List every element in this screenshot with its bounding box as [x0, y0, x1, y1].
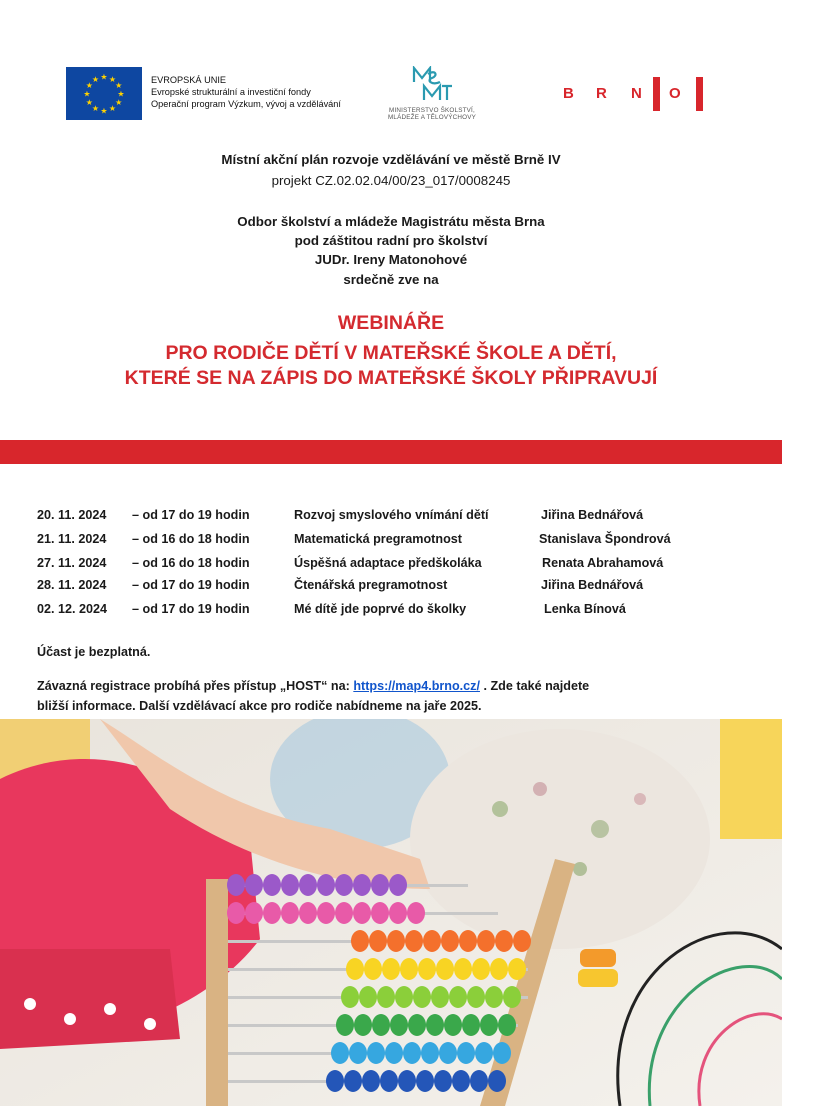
brno-letter-r: R — [596, 85, 607, 102]
abacus-bead — [405, 930, 423, 952]
abacus-bead — [372, 1014, 390, 1036]
abacus-bead — [385, 1042, 403, 1064]
abacus-bead — [472, 958, 490, 980]
brno-letter-o: O — [669, 85, 681, 102]
schedule-lecturer: Jiřina Bednářová — [541, 508, 644, 522]
msmt-line-1: MINISTERSTVO ŠKOLSTVÍ, — [389, 107, 475, 114]
abacus-bead — [353, 902, 371, 924]
abacus-bead — [439, 1042, 457, 1064]
event-title: WEBINÁŘE — [337, 312, 445, 334]
abacus-bead — [299, 902, 317, 924]
abacus-bead — [336, 1014, 354, 1036]
abacus-bead — [408, 1014, 426, 1036]
abacus-bead — [480, 1014, 498, 1036]
abacus-bead — [281, 874, 299, 896]
abacus-bead — [470, 1070, 488, 1092]
eu-line-3: Operační program Výzkum, vývoj a vzdělávání — [151, 99, 341, 109]
eu-logo-text — [151, 74, 341, 110]
abacus-bead — [331, 1042, 349, 1064]
abacus-bead — [493, 1042, 511, 1064]
schedule-row — [0, 508, 782, 526]
schedule-time: – od 17 do 19 hodin — [132, 578, 250, 592]
schedule-topic: Úspěšná adaptace předškoláka — [294, 556, 482, 570]
event-subtitle-2: KTERÉ SE NA ZÁPIS DO MATEŘSKÉ ŠKOLY PŘIPRAVUJÍ — [124, 367, 658, 389]
abacus-bead — [398, 1070, 416, 1092]
eu-star-icon: ★ — [108, 74, 117, 84]
abacus-bead — [395, 986, 413, 1008]
brno-bar-2 — [696, 77, 703, 111]
abacus-bead — [349, 1042, 367, 1064]
registration-note-line-2: bližší informace. Další vzdělávací akce pro rodiče nabídneme na jaře 2025. — [37, 699, 482, 713]
abacus-bead — [459, 930, 477, 952]
eu-star-icon: ★ — [91, 104, 100, 114]
red-divider-band — [0, 440, 782, 464]
abacus-bead — [503, 986, 521, 1008]
registration-link[interactable]: https://map4.brno.cz/ — [353, 679, 480, 693]
free-participation-note: Účast je bezplatná. — [37, 645, 151, 659]
abacus-bead — [371, 874, 389, 896]
schedule-date: 02. 12. 2024 — [37, 602, 108, 616]
abacus-bead — [317, 902, 335, 924]
schedule-row — [0, 556, 782, 574]
abacus-bead — [390, 1014, 408, 1036]
brno-letter-b: B — [563, 85, 574, 102]
abacus-bead — [369, 930, 387, 952]
event-subtitle-1: PRO RODIČE DĚTÍ V MATEŘSKÉ ŠKOLE A DĚTÍ, — [165, 342, 617, 364]
schedule-lecturer: Jiřina Bednářová — [541, 578, 644, 592]
schedule-topic: Čtenářská pregramotnost — [294, 578, 448, 592]
abacus-bead — [263, 874, 281, 896]
schedule-time: – od 16 do 18 hodin — [132, 556, 250, 570]
brno-bar-1 — [653, 77, 660, 111]
abacus-bead — [362, 1070, 380, 1092]
abacus-bead — [485, 986, 503, 1008]
abacus-bead — [364, 958, 382, 980]
abacus-bead — [382, 958, 400, 980]
abacus-bead — [418, 958, 436, 980]
schedule-time: – od 17 do 19 hodin — [132, 602, 250, 616]
abacus-bead — [436, 958, 454, 980]
abacus-bead — [416, 1070, 434, 1092]
schedule-row — [0, 578, 782, 596]
abacus-bead — [513, 930, 531, 952]
abacus-bead — [407, 902, 425, 924]
abacus-bead — [498, 1014, 516, 1036]
abacus-illustration-icon — [0, 719, 782, 1106]
abacus-bead — [371, 902, 389, 924]
brno-logo — [563, 77, 713, 111]
schedule-lecturer: Lenka Bínová — [544, 602, 626, 616]
registration-prefix: Závazná registrace probíhá přes přístup „HOST“ na: — [37, 679, 354, 693]
abacus-bead — [344, 1070, 362, 1092]
abacus-bead — [434, 1070, 452, 1092]
organizer-line-2: pod záštitou radní pro školství — [294, 233, 488, 248]
eu-star-icon: ★ — [115, 98, 123, 107]
schedule-date: 27. 11. 2024 — [37, 556, 107, 570]
abacus-bead — [444, 1014, 462, 1036]
abacus-bead — [421, 1042, 439, 1064]
abacus-bead — [426, 1014, 444, 1036]
abacus-bead — [454, 958, 472, 980]
project-title: Místní akční plán rozvoje vzdělávání ve městě Brně IV — [221, 152, 561, 167]
abacus-bead — [490, 958, 508, 980]
abacus-bead — [245, 902, 263, 924]
eu-line-1: EVROPSKÁ UNIE — [151, 75, 227, 85]
abacus-bead — [441, 930, 459, 952]
eu-star-icon: ★ — [108, 104, 117, 114]
brno-letter-n: N — [631, 85, 642, 102]
abacus-bead — [367, 1042, 385, 1064]
abacus-bead — [389, 874, 407, 896]
eu-star-icon: ★ — [85, 81, 93, 90]
abacus-bead — [462, 1014, 480, 1036]
abacus-bead — [354, 1014, 372, 1036]
abacus-bead — [326, 1070, 344, 1092]
abacus-bead — [423, 930, 441, 952]
abacus-bead — [346, 958, 364, 980]
abacus-bead — [299, 874, 317, 896]
abacus-bead — [387, 930, 405, 952]
schedule-date: 28. 11. 2024 — [37, 578, 107, 592]
eu-star-icon: ★ — [91, 74, 100, 84]
organizer-line-1: Odbor školství a mládeže Magistrátu města Brna — [237, 214, 545, 229]
schedule-time: – od 16 do 18 hodin — [132, 532, 250, 546]
schedule-lecturer: Stanislava Špondrová — [539, 532, 671, 546]
registration-suffix: . Zde také najdete — [483, 679, 590, 693]
eu-star-icon: ★ — [117, 89, 125, 99]
eu-flag-logo — [66, 67, 142, 120]
abacus-bead — [245, 874, 263, 896]
abacus-bead — [263, 902, 281, 924]
abacus-bead — [400, 958, 418, 980]
schedule-topic: Mé dítě jde poprvé do školky — [294, 602, 467, 616]
eu-star-icon: ★ — [100, 72, 108, 82]
abacus-bead — [495, 930, 513, 952]
schedule-time: – od 17 do 19 hodin — [132, 508, 250, 522]
abacus-bead — [403, 1042, 421, 1064]
schedule-date: 21. 11. 2024 — [37, 532, 107, 546]
abacus-bead — [351, 930, 369, 952]
invite-text: srdečně zve na — [343, 272, 439, 287]
organizer-line-3: JUDr. Ireny Matonohové — [314, 252, 468, 267]
schedule-date: 20. 11. 2024 — [37, 508, 107, 522]
abacus-bead — [380, 1070, 398, 1092]
msmt-logo — [382, 66, 482, 124]
eu-star-icon: ★ — [115, 81, 123, 90]
abacus-bead — [359, 986, 377, 1008]
schedule-lecturer: Renata Abrahamová — [542, 556, 664, 570]
abacus-bead — [477, 930, 495, 952]
abacus-bead — [449, 986, 467, 1008]
abacus-bead — [227, 874, 245, 896]
eu-stars-icon — [66, 67, 142, 120]
abacus-bead — [431, 986, 449, 1008]
abacus-bead — [475, 1042, 493, 1064]
abacus-bead — [335, 874, 353, 896]
eu-star-icon: ★ — [85, 98, 93, 107]
msmt-line-2: MLÁDEŽE A TĚLOVÝCHOVY — [387, 114, 477, 121]
schedule-topic: Rozvoj smyslového vnímání dětí — [294, 508, 489, 522]
abacus-bead — [508, 958, 526, 980]
registration-note — [37, 676, 589, 696]
schedule-row — [0, 602, 782, 620]
abacus-photo — [0, 719, 782, 1106]
abacus-bead — [488, 1070, 506, 1092]
msmt-emblem-icon — [402, 66, 462, 102]
abacus-bead — [452, 1070, 470, 1092]
abacus-bead — [317, 874, 335, 896]
abacus-bead — [377, 986, 395, 1008]
schedule-topic: Matematická pregramotnost — [294, 532, 462, 546]
abacus-bead — [413, 986, 431, 1008]
eu-star-icon: ★ — [100, 106, 108, 116]
schedule-row — [0, 532, 782, 550]
abacus-bead — [457, 1042, 475, 1064]
abacus-bead — [227, 902, 245, 924]
abacus-bead — [389, 902, 407, 924]
eu-star-icon: ★ — [83, 89, 91, 99]
eu-line-2: Evropské strukturální a investiční fondy — [151, 87, 311, 97]
abacus-bead — [353, 874, 371, 896]
abacus-bead — [281, 902, 299, 924]
abacus-bead — [341, 986, 359, 1008]
project-code: projekt CZ.02.02.04/00/23_017/0008245 — [271, 173, 511, 188]
abacus-bead — [335, 902, 353, 924]
abacus-bead — [467, 986, 485, 1008]
